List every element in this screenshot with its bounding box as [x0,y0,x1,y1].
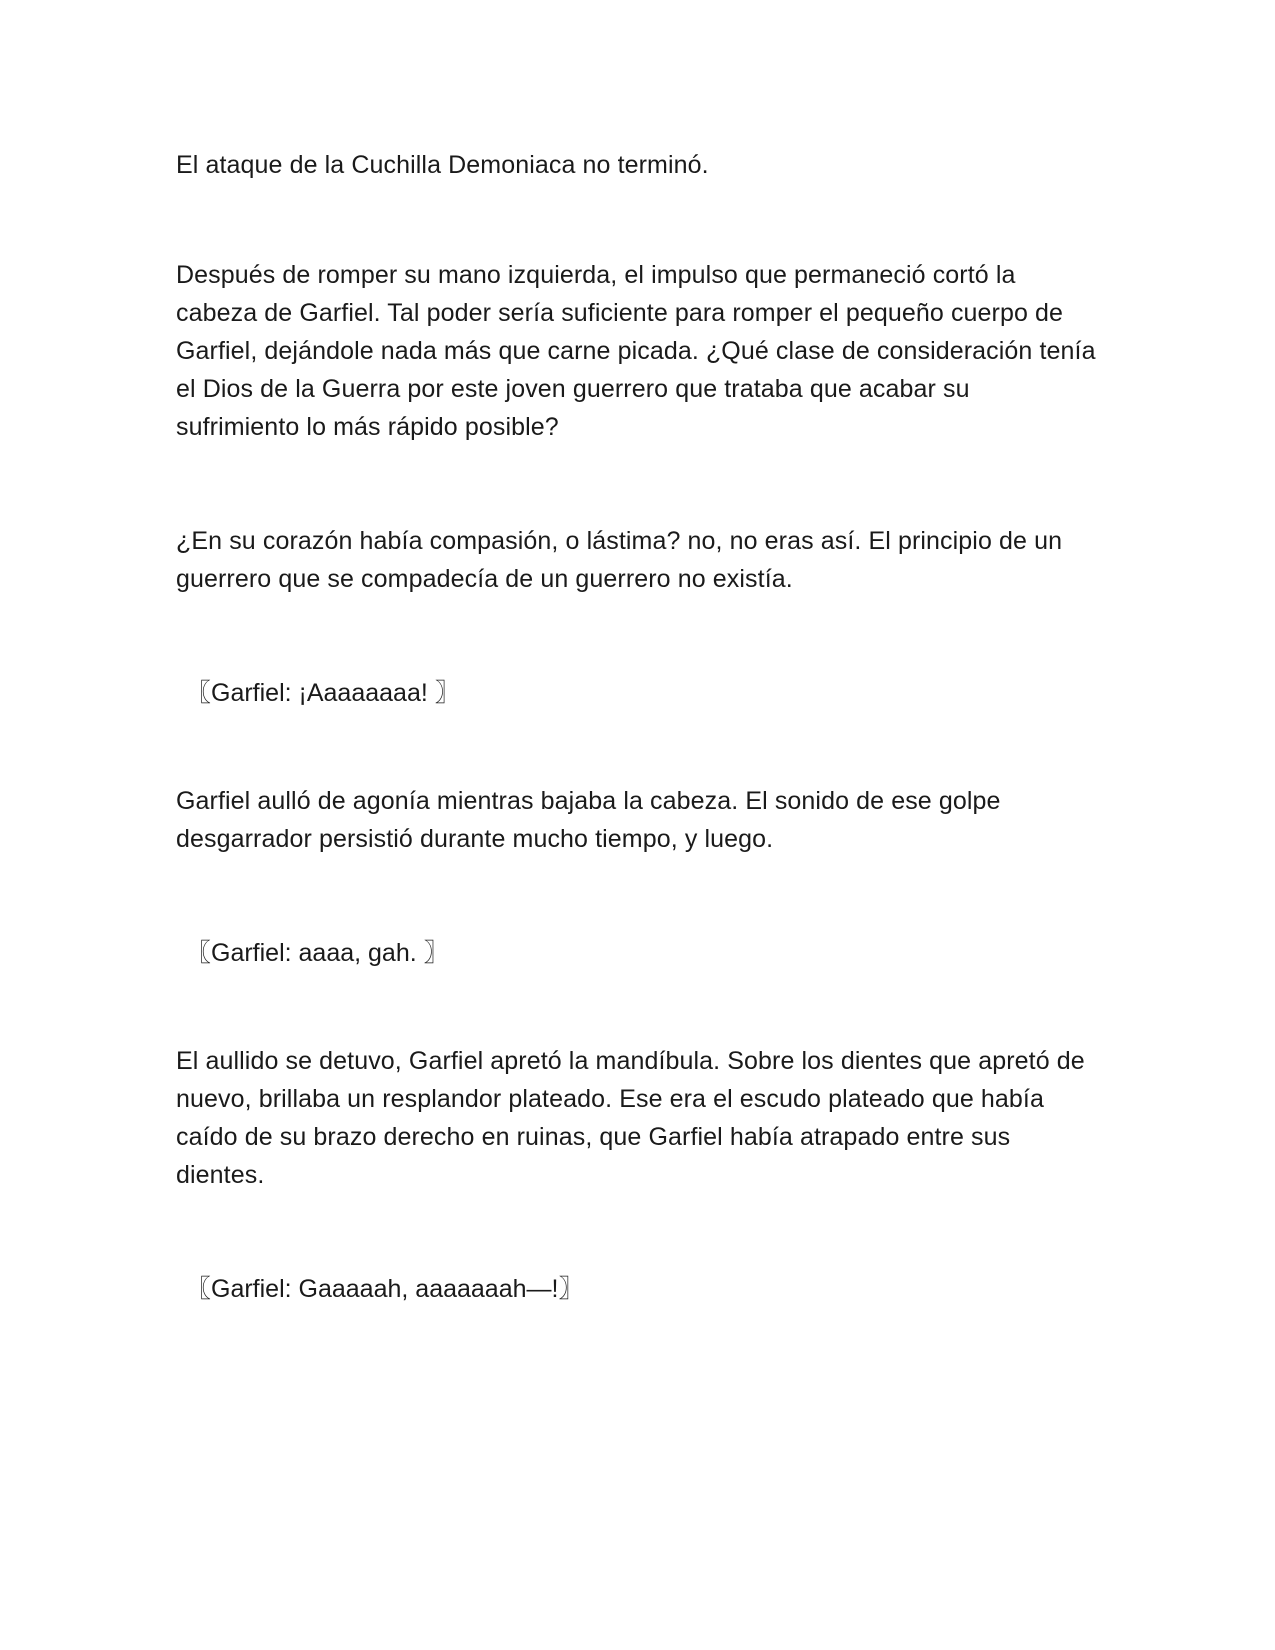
paragraph: Garfiel aulló de agonía mientras bajaba la cabeza. El sonido de ese golpe desgarrador persistió durante mucho tiempo, y luego. [176,787,1001,853]
dialogue-line: 〖Garfiel: aaaa, gah. 〗 [186,939,449,967]
paragraph: El ataque de la Cuchilla Demoniaca no terminó. [176,151,709,179]
dialogue-line: 〖Garfiel: Gaaaaah, aaaaaaah—!〗 [186,1275,584,1303]
paragraph: ¿En su corazón había compasión, o lástima? no, no eras así. El principio de un guerrero que se compadecía de un guerrero no existía. [176,527,1063,593]
paragraph: El aullido se detuvo, Garfiel apretó la mandíbula. Sobre los dientes que apretó de nuevo, brillaba un resplandor plateado. Ese era el escudo plateado que había caído de su brazo derecho en ruinas, que Garfiel había atrapado entre sus dientes. [176,1047,1085,1189]
paragraph: Después de romper su mano izquierda, el impulso que permaneció cortó la cabeza de Garfiel. Tal poder sería suficiente para romper el pequeño cuerpo de Garfiel, dejándole nada más que carne picada. ¿Qué clase de consideración tenía el Dios de la Guerra por este joven guerrero que trataba que acabar su sufrimiento lo más rápido posible? [176,261,1096,441]
dialogue-line: 〖Garfiel: ¡Aaaaaaaa! 〗 [186,679,460,707]
